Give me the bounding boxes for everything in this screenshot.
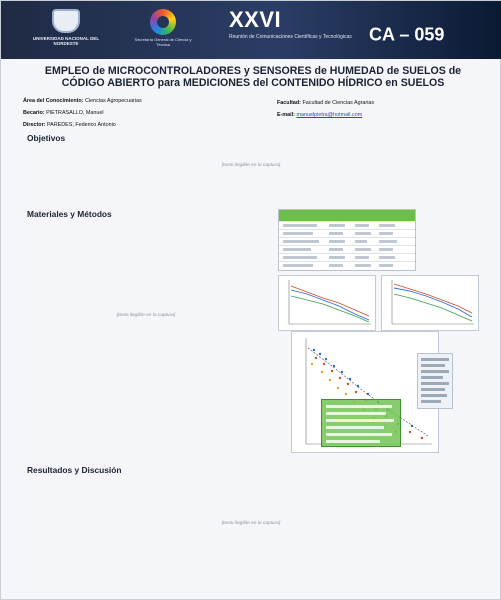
table-row bbox=[279, 229, 415, 237]
email-link[interactable]: manuelpietra@hotmail.com bbox=[296, 112, 363, 118]
university-logo-text: UNIVERSIDAD NACIONAL DEL NORDESTE bbox=[32, 36, 100, 46]
area-value: Ciencias Agropecuarias bbox=[85, 98, 142, 104]
table-row bbox=[279, 245, 415, 253]
director-label: Director: bbox=[23, 122, 46, 128]
line-chart-right-plot bbox=[382, 276, 478, 330]
table-row bbox=[279, 253, 415, 261]
university-logo bbox=[29, 9, 103, 55]
scatter-legend-box bbox=[417, 353, 453, 409]
secretaria-logo bbox=[133, 9, 193, 55]
becario-value: PIETRASALLO, Manuel bbox=[46, 110, 104, 116]
meta-right bbox=[277, 100, 487, 119]
line-chart-right bbox=[381, 275, 479, 331]
objetivos-placeholder: [texto ilegible en la captura] bbox=[221, 163, 281, 168]
secretaria-logo-text: Secretaría General de Ciencia y Técnica bbox=[134, 37, 192, 47]
facultad-label: Facultad: bbox=[277, 100, 301, 106]
line-chart-left bbox=[278, 275, 376, 331]
materiales-placeholder: [texto ilegible en la captura] bbox=[116, 313, 176, 318]
meta-left bbox=[23, 98, 263, 129]
email-line bbox=[277, 112, 487, 119]
poster-title: EMPLEO de MICROCONTROLADORES y SENSORES de HUMEDAD de SUELOS de CÓDIGO ABIERTO para MEDICIONES del CONTENIDO HÍDRICO en SUELOS bbox=[44, 65, 462, 89]
area-label: Área del Conocimiento: bbox=[23, 98, 84, 104]
series-line bbox=[291, 290, 369, 320]
director-line bbox=[23, 122, 263, 129]
resultados-placeholder: [texto ilegible en la captura] bbox=[221, 521, 281, 526]
series-line bbox=[291, 286, 369, 316]
event-block bbox=[229, 7, 369, 40]
director-value: PAREDES, Federico Antonio bbox=[46, 122, 116, 128]
table-header-row bbox=[279, 210, 415, 221]
resultados-heading: Resultados y Discusión bbox=[27, 465, 122, 475]
email-label: E-mail: bbox=[277, 112, 295, 118]
series-line bbox=[394, 288, 472, 317]
color-ring-icon bbox=[150, 9, 176, 35]
shield-icon bbox=[52, 9, 80, 33]
materiales-heading: Materiales y Métodos bbox=[27, 209, 112, 219]
line-chart-left-plot bbox=[279, 276, 375, 330]
soil-properties-table bbox=[278, 209, 416, 271]
facultad-line bbox=[277, 100, 487, 107]
poster-header bbox=[1, 1, 501, 59]
table-row bbox=[279, 221, 415, 229]
table-row bbox=[279, 237, 415, 245]
poster-code: CA – 059 bbox=[369, 24, 445, 45]
area-line bbox=[23, 98, 263, 105]
equation-overlay-box bbox=[321, 399, 401, 447]
event-subtitle: Reunión de Comunicaciones Científicas y Tecnológicas bbox=[229, 34, 352, 40]
becario-label: Becario: bbox=[23, 110, 45, 116]
event-number: XXVI bbox=[229, 7, 282, 32]
objetivos-heading: Objetivos bbox=[27, 133, 66, 143]
table-row bbox=[279, 261, 415, 269]
becario-line bbox=[23, 110, 263, 117]
facultad-value: Facultad de Ciencias Agrarias bbox=[302, 100, 375, 106]
